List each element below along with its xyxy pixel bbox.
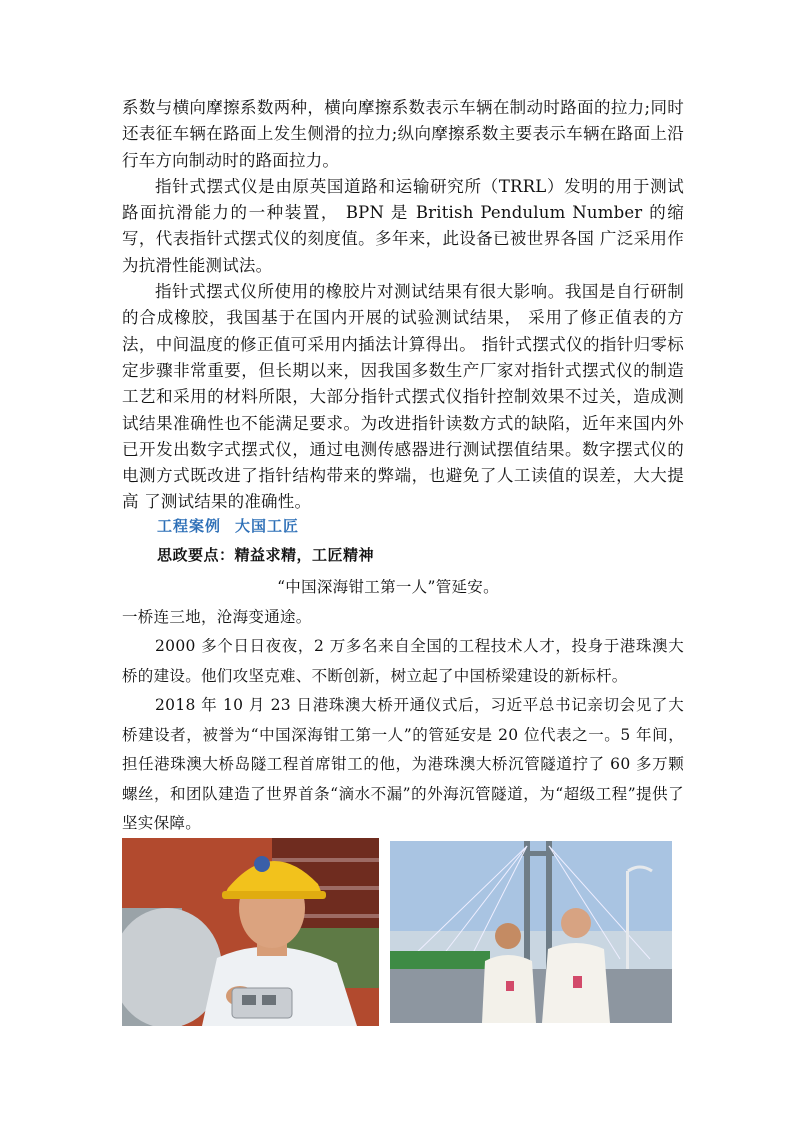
case-label: 工程案例 [157,517,222,535]
photo-worker [122,838,379,1026]
photo-bridge [390,841,672,1023]
case-paragraph-2: 2018 年 10 月 23 日港珠澳大桥开通仪式后，习近平总书记亲切会见了大桥建设者，被誉为“中国深海钳工第一人”的管延安是 20 位代表之一。5 年间，担任港珠澳大桥岛隧工程首席钳工的他，为港珠澳大桥沉管隧道拧了 60 多万颗螺丝，和团队建造了世界首条“滴水不漏”的外海沉管隧道，为“超级工程”提供了坚实保障。 [122,696,684,832]
ideology-point: 思政要点：精益求精，工匠精神 [157,546,375,564]
body-text [122,95,684,516]
paragraph-friction: 系数与横向摩擦系数两种，横向摩擦系数表示车辆在制动时路面的拉力;同时还表征车辆在路面上发生侧滑的拉力;纵向摩擦系数主要表示车辆在路面上沿行车方向制动时的路面拉力。 [122,98,684,170]
paragraph-rubber-slider: 指针式摆式仪所使用的橡胶片对测试结果有很大影响。我国是自行研制的合成橡胶，我国基于在国内开展的试验测试结果， 采用了修正值表的方法，中间温度的修正值可采用内插法计算得出。 指针式摆式仪的指针归零标定步骤非常重要，但长期以来，因我国多数生产厂家对指针式摆式仪的制造工艺和采用的材料所限，大部分指针式摆式仪指针控制效果不过关，造成测试结果准确性也不能满足要求。为改进指针读数方式的缺陷，近年来国内外已开发出数字式摆式仪，通过电测传感器进行测试摆值结果。数字摆式仪的电测方式既改进了指针结构带来的弊端，也避免了人工读值的误差，大大提高 了测试结果的准确性。 [122,282,684,512]
case-title: 大国工匠 [235,517,300,535]
photo-worker-illustration [122,838,379,1026]
case-body [122,573,684,839]
case-heading [157,515,313,536]
paragraph-pendulum-intro: 指针式摆式仪是由原英国道路和运输研究所（TRRL）发明的用于测试路面抗滑能力的一种装置， BPN 是 British Pendulum Number 的缩写，代表指针式摆式仪的刻度值。多年来，此设备已被世界各国 广泛采用作为抗滑性能测试法。 [122,176,684,275]
photo-bridge-illustration [390,841,672,1023]
case-subtitle: “中国深海钳工第一人”管延安。 [277,578,499,596]
case-paragraph-1: 2000 多个日日夜夜，2 万多名来自全国的工程技术人才，投身于港珠澳大桥的建设。他们攻坚克难、不断创新，树立起了中国桥梁建设的新标杆。 [122,637,684,685]
case-lead: 一桥连三地，沧海变通途。 [122,607,312,626]
